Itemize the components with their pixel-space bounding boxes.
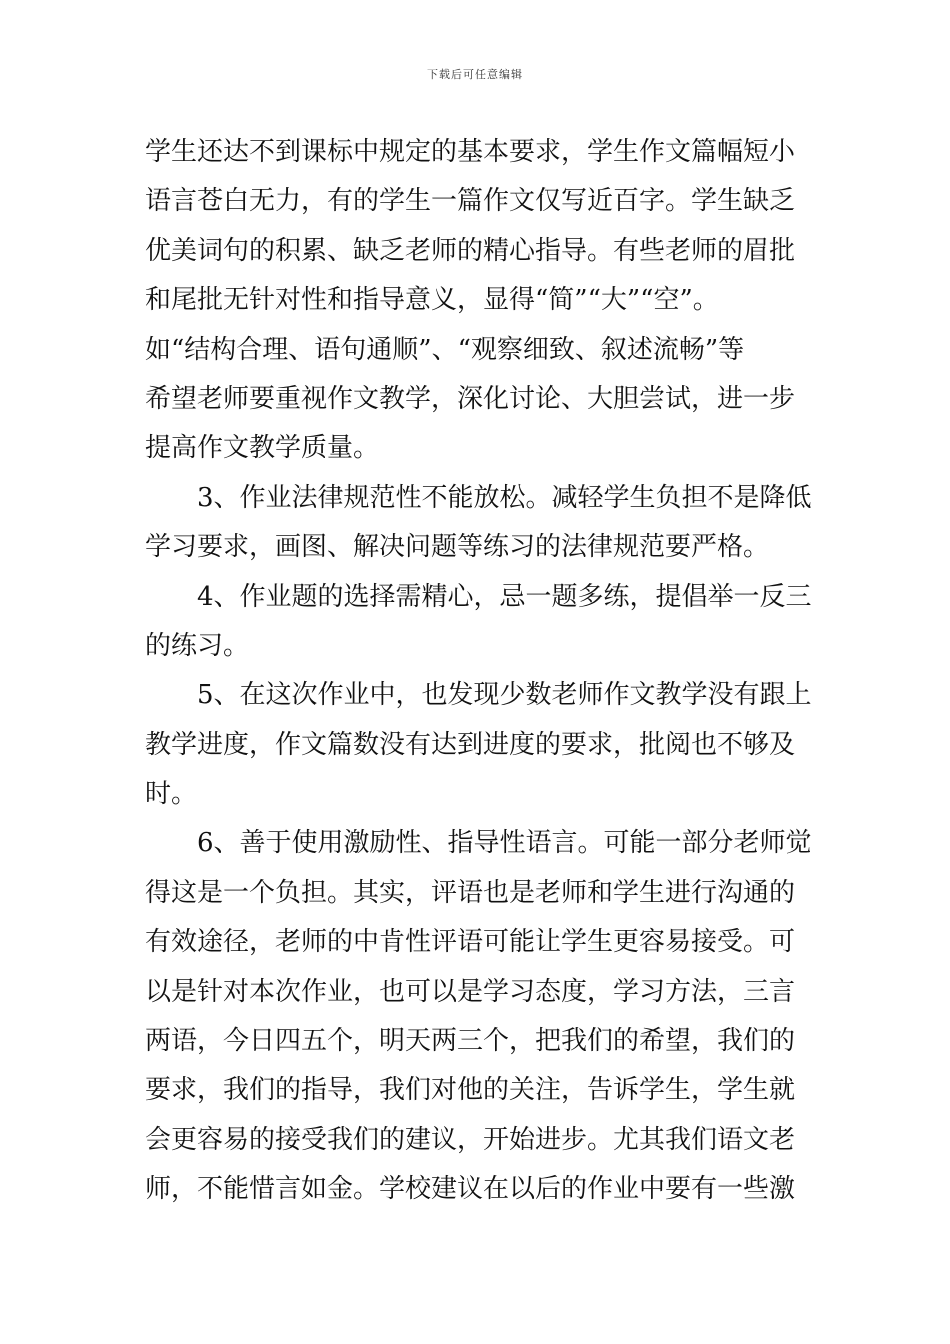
text-line: 学习要求，画图、解决问题等练习的法律规范要严格。 — [145, 532, 770, 563]
text-line: 两语，今日四五个，明天两三个，把我们的希望，我们的 — [145, 1026, 796, 1057]
text-line: 得这是一个负担。其实，评语也是老师和学生进行沟通的 — [145, 877, 796, 908]
text-line: 学生还达不到课标中规定的基本要求，学生作文篇幅短小 — [145, 137, 796, 167]
text-line: 师，不能惜言如金。学校建议在以后的作业中要有一些激 — [145, 1174, 796, 1205]
paragraph-start-line: 3、作业法律规范性不能放松。减轻学生负担不是降低 — [197, 482, 812, 513]
text-line: 的练习。 — [145, 630, 250, 661]
paragraph-start-line: 4、作业题的选择需精心，忌一题多练，提倡举一反三 — [197, 581, 812, 612]
text-line: 时。 — [145, 779, 198, 810]
text-line: 会更容易的接受我们的建议，开始进步。尤其我们语文老 — [145, 1124, 796, 1155]
text-line: 和尾批无针对性和指导意义，显得“简”“大”“空”。 — [145, 285, 719, 316]
text-line: 希望老师要重视作文教学，深化讨论、大胆尝试，进一步 — [145, 383, 796, 414]
page-header: 下载后可任意编辑 — [427, 68, 523, 81]
paragraph-start-line: 5、在这次作业中，也发现少数老师作文教学没有跟上 — [197, 680, 812, 711]
text-line: 优美词句的积累、缺乏老师的精心指导。有些老师的眉批 — [145, 235, 796, 266]
text-line: 提高作文教学质量。 — [145, 433, 380, 464]
text-line: 以是针对本次作业，也可以是学习态度，学习方法，三言 — [145, 976, 796, 1007]
text-line: 教学进度，作文篇数没有达到进度的要求，批阅也不够及 — [145, 729, 796, 760]
text-line: 有效途径，老师的中肯性评语可能让学生更容易接受。可 — [145, 927, 796, 958]
paragraph-start-line: 6、善于使用激励性、指导性语言。可能一部分老师觉 — [197, 828, 812, 859]
text-line: 语言苍白无力，有的学生一篇作文仅写近百字。学生缺乏 — [145, 186, 796, 217]
document-body — [145, 128, 810, 1215]
text-line: 要求，我们的指导，我们对他的关注，告诉学生，学生就 — [145, 1075, 796, 1106]
text-line: 如“结构合理、语句通顺”、“观察细致、叙述流畅”等 — [145, 334, 745, 365]
